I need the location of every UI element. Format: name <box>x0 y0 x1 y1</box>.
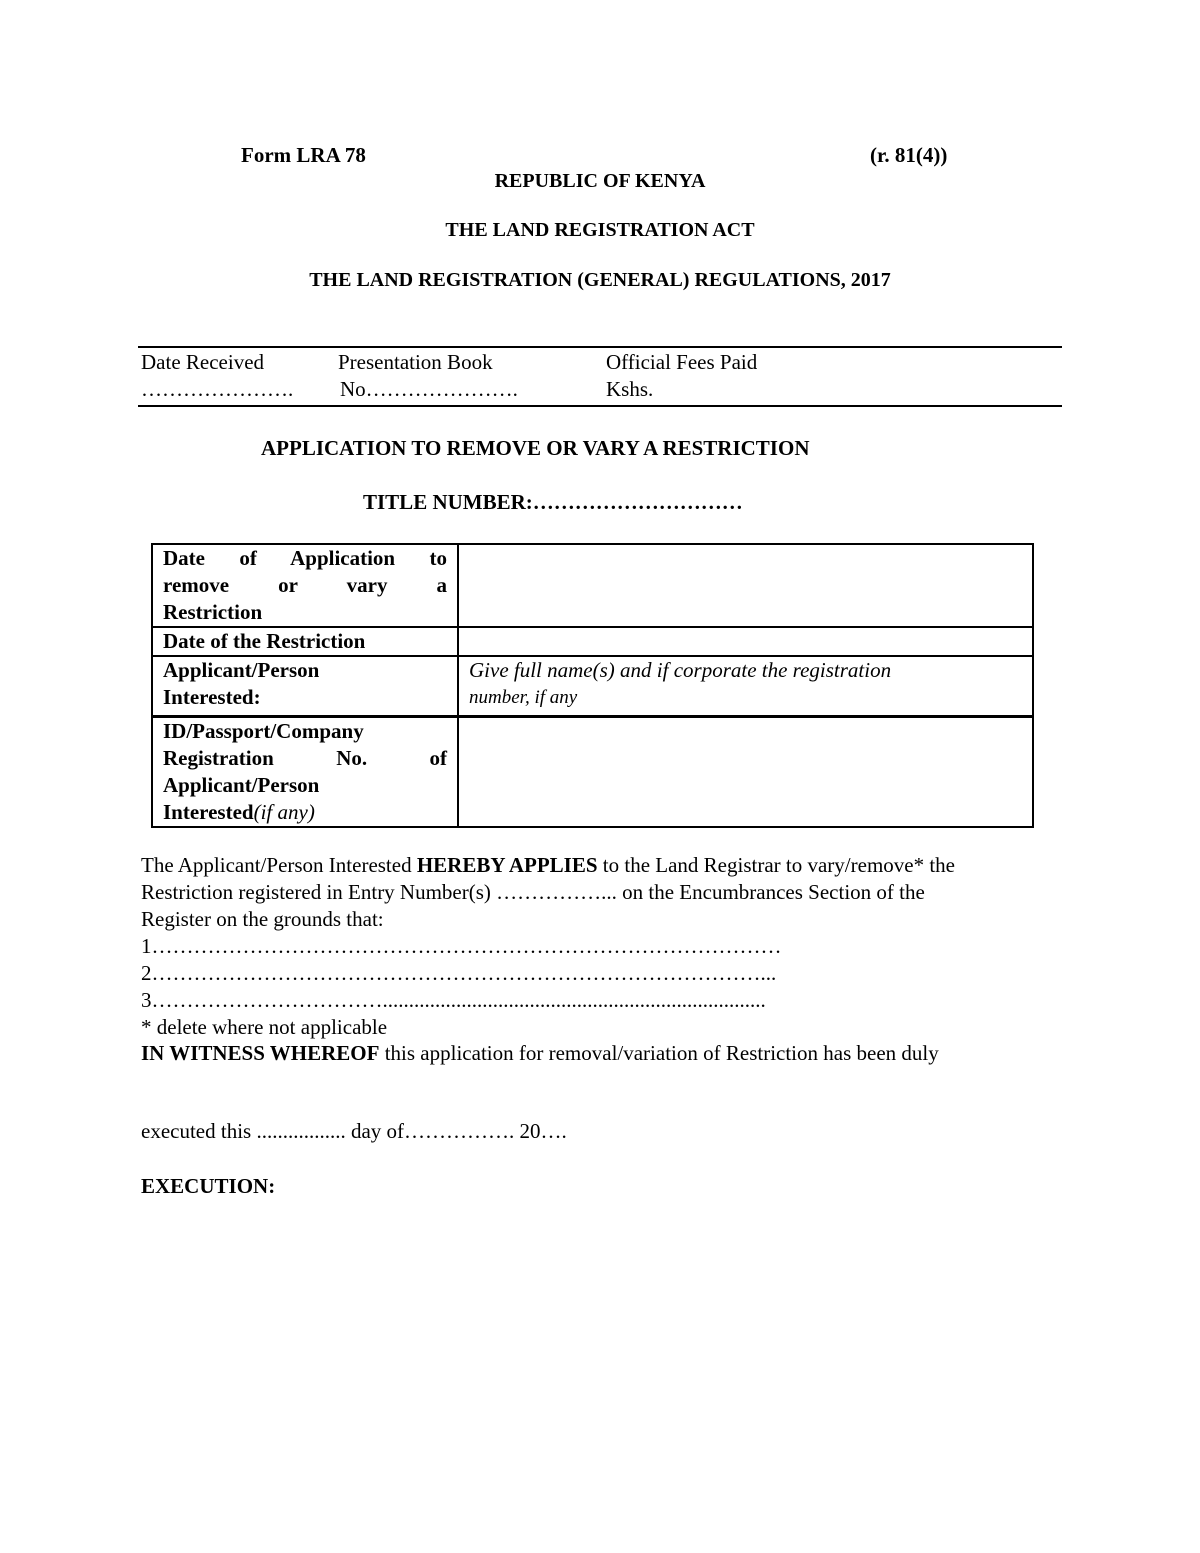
label-line: Interested <box>163 799 254 824</box>
applicant-hint: Give full name(s) and if corporate the registration <box>469 658 892 682</box>
ground-2-field[interactable]: 2……………………………………………………………………………... <box>141 961 777 985</box>
application-line-1 <box>141 853 955 878</box>
table-row <box>152 544 1033 627</box>
office-top-rule <box>138 346 1062 348</box>
hereby-applies: HEREBY APPLIES <box>416 853 598 877</box>
application-line-3: Register on the grounds that: <box>141 907 384 931</box>
date-received-field[interactable]: …………………. <box>141 377 294 401</box>
executed-line[interactable]: executed this ................. day of……………. 20…. <box>141 1119 567 1143</box>
table-label-cell <box>152 716 458 827</box>
date-of-restriction-input[interactable] <box>458 627 1033 656</box>
form-title: APPLICATION TO REMOVE OR VARY A RESTRICTION <box>261 436 810 460</box>
witness-heading: IN WITNESS WHEREOF <box>141 1041 380 1065</box>
form-number: Form LRA 78 <box>241 143 366 167</box>
table-row <box>152 656 1033 716</box>
table-row <box>152 627 1033 656</box>
label-line: remove or vary a <box>163 573 447 597</box>
table-label-cell <box>152 627 458 656</box>
table-label-cell <box>152 656 458 716</box>
label-line: Applicant/Person <box>163 772 320 797</box>
regulations-heading: THE LAND REGISTRATION (GENERAL) REGULATIONS, 2017 <box>309 269 891 291</box>
applicant-name-input[interactable] <box>458 656 1033 716</box>
footnote: * delete where not applicable <box>141 1015 388 1039</box>
presentation-book-label: Presentation Book <box>338 350 493 374</box>
label-line: Restriction <box>163 600 263 624</box>
label-line: Date of Application to <box>163 546 447 570</box>
table-label-cell <box>152 544 458 627</box>
rule-reference: (r. 81(4)) <box>870 143 948 167</box>
label-line: Registration No. of <box>163 745 447 770</box>
application-line-2: Restriction registered in Entry Number(s) ……………... on the Encumbrances Section of the <box>141 880 925 904</box>
id-registration-input[interactable] <box>458 716 1033 827</box>
fees-field[interactable]: Kshs. <box>606 377 654 401</box>
label-line: ID/Passport/Company <box>163 718 364 743</box>
date-received-label: Date Received <box>141 350 265 374</box>
application-text: The Applicant/Person Interested <box>141 853 417 877</box>
ground-3-field[interactable]: 3……………………………......................................................................... <box>141 988 766 1012</box>
table-row <box>152 716 1033 827</box>
title-number-field[interactable]: TITLE NUMBER:………………………… <box>363 490 743 514</box>
label-line: Interested: <box>163 685 261 709</box>
application-text: to the Land Registrar to vary/remove* the <box>597 853 956 877</box>
fees-label: Official Fees Paid <box>606 350 758 374</box>
ground-1-field[interactable]: 1……………………………………………………………………………… <box>141 934 782 958</box>
witness-line <box>141 1041 939 1066</box>
republic-heading: REPUBLIC OF KENYA <box>494 170 706 192</box>
label-suffix: (if any) <box>253 799 315 824</box>
witness-text: this application for removal/variation of Restriction has been duly <box>379 1041 939 1065</box>
application-table <box>151 543 1034 828</box>
applicant-hint: number, if any <box>469 687 578 708</box>
execution-heading: EXECUTION: <box>141 1174 276 1198</box>
act-heading: THE LAND REGISTRATION ACT <box>445 219 755 241</box>
label-line: Date of the Restriction <box>163 629 366 653</box>
label-line: Applicant/Person <box>163 658 320 682</box>
office-bottom-rule <box>138 405 1062 407</box>
presentation-book-field[interactable]: No…………………. <box>340 377 518 401</box>
date-of-application-input[interactable] <box>458 544 1033 627</box>
